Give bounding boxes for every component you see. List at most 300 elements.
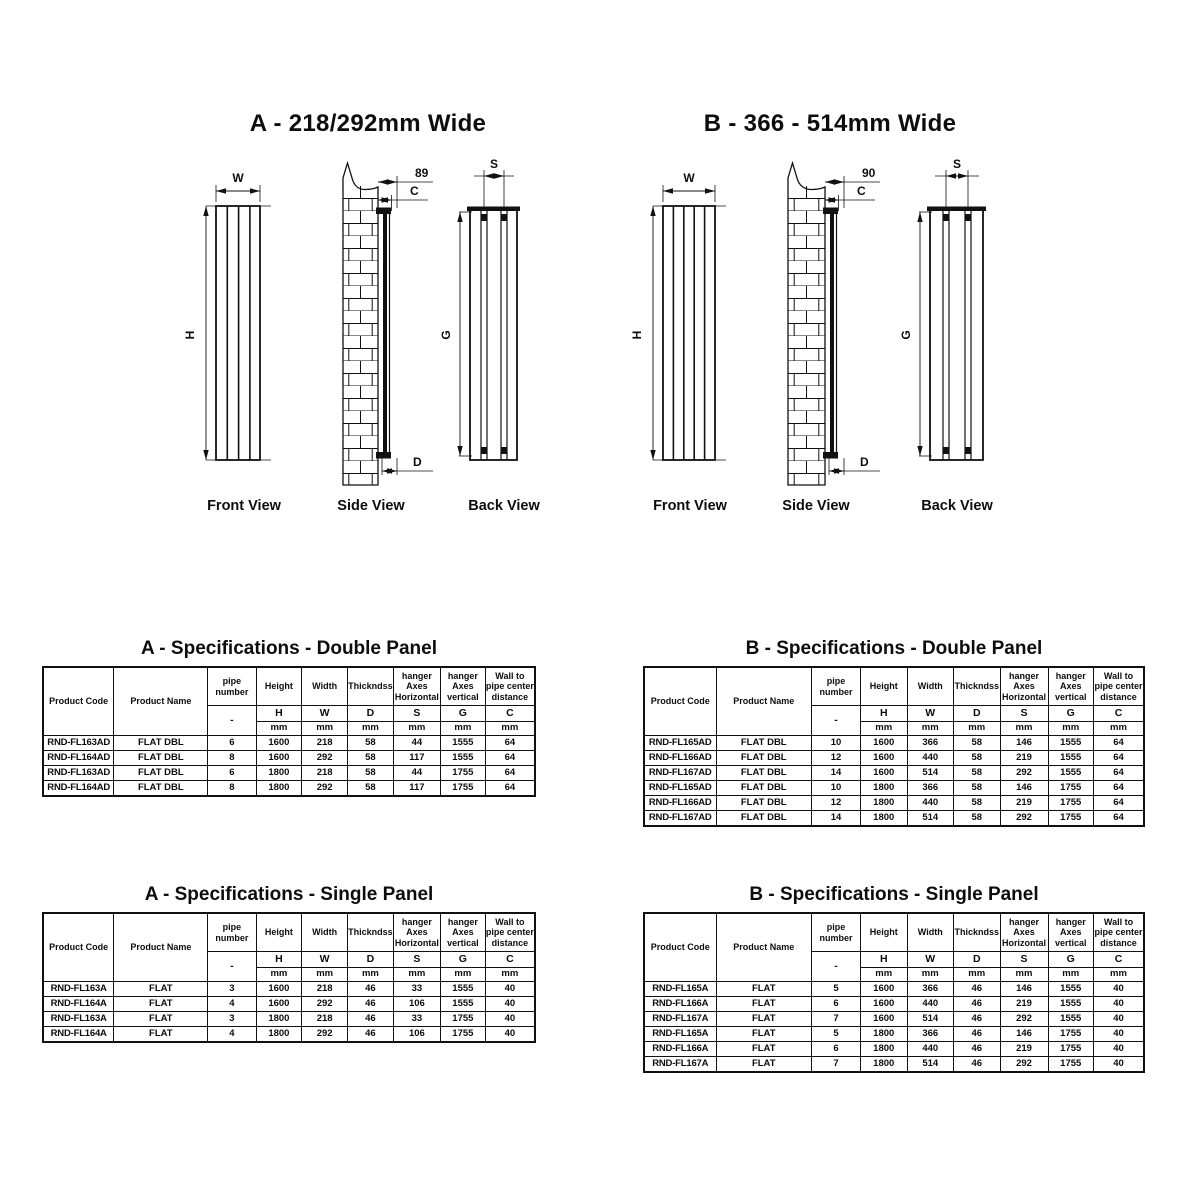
cell: 58 <box>348 766 394 781</box>
unit-header: mm <box>1048 968 1094 982</box>
cell: 46 <box>954 1057 1001 1073</box>
column-header: Product Code <box>43 667 114 736</box>
diagram-b <box>618 158 1058 518</box>
cell: 46 <box>954 982 1001 997</box>
cell: 1555 <box>440 736 485 751</box>
column-header: Wall to pipe center distance <box>1094 913 1145 952</box>
dim-label-h: H <box>183 330 197 340</box>
unit-header: mm <box>302 722 348 736</box>
cell: 46 <box>348 997 394 1012</box>
cell: RND-FL166A <box>644 997 716 1012</box>
dim-label-w: W <box>683 171 695 185</box>
unit-header: mm <box>907 968 954 982</box>
cell: 4 <box>208 997 256 1012</box>
side-view-label: Side View <box>337 498 405 514</box>
cell: 1755 <box>1048 796 1094 811</box>
symbol-header: C <box>485 952 535 968</box>
unit-header: mm <box>954 722 1001 736</box>
cell: 40 <box>1094 1012 1145 1027</box>
cell: FLAT <box>716 1012 812 1027</box>
column-header: Thickndss <box>348 913 394 952</box>
column-header: pipe number <box>812 667 861 706</box>
cell: 40 <box>1094 997 1145 1012</box>
cell: 4 <box>208 1027 256 1043</box>
cell: 440 <box>907 1042 954 1057</box>
cell: 106 <box>393 1027 440 1043</box>
unit-header: mm <box>485 722 535 736</box>
cell: 6 <box>812 1042 861 1057</box>
front-view-label: Front View <box>207 498 281 514</box>
cell: 1755 <box>1048 1042 1094 1057</box>
cell: 1800 <box>861 811 908 827</box>
column-header: hanger Axes vertical <box>1048 667 1094 706</box>
column-header: Wall to pipe center distance <box>485 667 535 706</box>
column-header: Width <box>907 913 954 952</box>
symbol-header: - <box>812 952 861 982</box>
cell: 219 <box>1000 796 1048 811</box>
table-row <box>43 736 535 751</box>
symbol-header: G <box>1048 952 1094 968</box>
cell: 1600 <box>256 751 302 766</box>
cell: 3 <box>208 982 256 997</box>
column-header: Height <box>861 913 908 952</box>
symbol-header: H <box>256 952 302 968</box>
cell: 40 <box>485 1012 535 1027</box>
cell: RND-FL164A <box>43 1027 114 1043</box>
table-row <box>644 1012 1144 1027</box>
cell: FLAT <box>716 997 812 1012</box>
cell: 440 <box>907 997 954 1012</box>
cell: RND-FL165A <box>644 1027 716 1042</box>
table-row <box>644 766 1144 781</box>
cell: 58 <box>348 781 394 797</box>
symbol-header: S <box>1000 706 1048 722</box>
cell: 44 <box>393 736 440 751</box>
column-header: hanger Axes vertical <box>440 913 485 952</box>
column-header: Width <box>907 667 954 706</box>
cell: 1600 <box>256 736 302 751</box>
unit-header: mm <box>302 968 348 982</box>
diagram-a-title: A - 218/292mm Wide <box>249 110 487 137</box>
cell: 10 <box>812 781 861 796</box>
cell: 46 <box>348 1027 394 1043</box>
cell: 440 <box>907 796 954 811</box>
unit-header: mm <box>393 968 440 982</box>
cell: 58 <box>954 766 1001 781</box>
cell: 10 <box>812 736 861 751</box>
back-view-drawing <box>459 170 520 460</box>
cell: 292 <box>1000 766 1048 781</box>
cell: 46 <box>348 1012 394 1027</box>
cell: FLAT DBL <box>114 781 208 797</box>
dim-label-wall-offset: 89 <box>415 166 429 180</box>
cell: RND-FL167A <box>644 1057 716 1073</box>
cell: 117 <box>393 781 440 797</box>
column-header: Product Name <box>114 667 208 736</box>
table-b-single-title: B - Specifications - Single Panel <box>749 884 1039 905</box>
cell: RND-FL163A <box>43 1012 114 1027</box>
cell: 218 <box>302 736 348 751</box>
cell: 46 <box>954 1012 1001 1027</box>
dim-label-g: G <box>899 330 913 340</box>
cell: 7 <box>812 1012 861 1027</box>
cell: 1800 <box>256 781 302 797</box>
column-header: pipe number <box>812 913 861 952</box>
cell: 1555 <box>1048 766 1094 781</box>
cell: RND-FL163A <box>43 982 114 997</box>
unit-header: mm <box>954 968 1001 982</box>
cell: FLAT <box>716 982 812 997</box>
table-row <box>644 1042 1144 1057</box>
cell: 8 <box>208 751 256 766</box>
cell: FLAT <box>114 997 208 1012</box>
cell: RND-FL165AD <box>644 781 716 796</box>
cell: 40 <box>1094 1027 1145 1042</box>
cell: 8 <box>208 781 256 797</box>
cell: 1555 <box>1048 736 1094 751</box>
cell: FLAT <box>114 1027 208 1043</box>
cell: 46 <box>954 1042 1001 1057</box>
front-view-label: Front View <box>653 498 727 514</box>
cell: 64 <box>485 751 535 766</box>
cell: FLAT DBL <box>114 766 208 781</box>
cell: 1600 <box>861 736 908 751</box>
symbol-header: H <box>861 706 908 722</box>
cell: 1800 <box>861 1027 908 1042</box>
table-row <box>43 1012 535 1027</box>
cell: 1800 <box>861 1057 908 1073</box>
table-row <box>644 796 1144 811</box>
column-header: Thickndss <box>954 913 1001 952</box>
front-view-drawing <box>653 185 726 460</box>
cell: 6 <box>812 997 861 1012</box>
cell: 1800 <box>861 781 908 796</box>
dim-label-d: D <box>413 455 422 469</box>
cell: 1755 <box>1048 811 1094 827</box>
column-header: pipe number <box>208 667 256 706</box>
unit-header: mm <box>348 722 394 736</box>
column-header: hanger Axes Horizontal <box>1000 913 1048 952</box>
cell: FLAT <box>716 1057 812 1073</box>
table-section-b-single <box>643 884 1145 1073</box>
column-header: Product Name <box>716 667 812 736</box>
symbol-header: C <box>1094 952 1145 968</box>
cell: 6 <box>208 736 256 751</box>
column-header: Product Code <box>644 667 716 736</box>
cell: 106 <box>393 997 440 1012</box>
cell: FLAT DBL <box>114 751 208 766</box>
cell: 40 <box>485 997 535 1012</box>
table-row <box>43 997 535 1012</box>
symbol-header: W <box>907 706 954 722</box>
unit-header: mm <box>907 722 954 736</box>
cell: FLAT DBL <box>716 781 812 796</box>
symbol-header: H <box>861 952 908 968</box>
cell: 1800 <box>256 766 302 781</box>
column-header: Thickndss <box>954 667 1001 706</box>
table-row <box>43 781 535 797</box>
cell: 40 <box>1094 982 1145 997</box>
symbol-header: G <box>1048 706 1094 722</box>
cell: FLAT DBL <box>716 811 812 827</box>
cell: 12 <box>812 751 861 766</box>
cell: 3 <box>208 1012 256 1027</box>
unit-header: mm <box>1094 968 1145 982</box>
back-view-drawing <box>919 170 986 460</box>
table-row <box>644 781 1144 796</box>
cell: 1600 <box>861 982 908 997</box>
symbol-header: G <box>440 706 485 722</box>
cell: 64 <box>1094 766 1145 781</box>
symbol-header: W <box>302 952 348 968</box>
symbol-header: C <box>485 706 535 722</box>
cell: 218 <box>302 982 348 997</box>
cell: 64 <box>1094 751 1145 766</box>
table-row <box>644 1027 1144 1042</box>
cell: 146 <box>1000 982 1048 997</box>
unit-header: mm <box>861 722 908 736</box>
cell: 64 <box>1094 736 1145 751</box>
column-header: Product Name <box>114 913 208 982</box>
table-section-b-double <box>643 638 1145 827</box>
cell: 1555 <box>440 997 485 1012</box>
cell: 514 <box>907 811 954 827</box>
table-row <box>644 982 1144 997</box>
cell: 366 <box>907 736 954 751</box>
cell: 1600 <box>861 1012 908 1027</box>
cell: 146 <box>1000 1027 1048 1042</box>
cell: 1755 <box>440 781 485 797</box>
column-header: Product Code <box>43 913 114 982</box>
symbol-header: D <box>348 952 394 968</box>
unit-header: mm <box>393 722 440 736</box>
column-header: Thickndss <box>348 667 394 706</box>
symbol-header: S <box>1000 952 1048 968</box>
symbol-header: - <box>208 706 256 736</box>
cell: 58 <box>348 736 394 751</box>
unit-header: mm <box>485 968 535 982</box>
cell: 1755 <box>1048 1027 1094 1042</box>
dim-label-s: S <box>489 158 499 171</box>
column-header: Wall to pipe center distance <box>1094 667 1145 706</box>
cell: RND-FL165AD <box>644 736 716 751</box>
cell: RND-FL164A <box>43 997 114 1012</box>
cell: 218 <box>302 1012 348 1027</box>
cell: 1555 <box>1048 982 1094 997</box>
column-header: Height <box>861 667 908 706</box>
spec-table-a-double <box>42 666 536 797</box>
cell: FLAT DBL <box>716 796 812 811</box>
cell: 514 <box>907 1012 954 1027</box>
column-header: hanger Axes Horizontal <box>393 667 440 706</box>
cell: FLAT <box>716 1027 812 1042</box>
cell: 40 <box>485 1027 535 1043</box>
table-row <box>43 1027 535 1043</box>
cell: 292 <box>302 997 348 1012</box>
cell: 64 <box>485 736 535 751</box>
unit-header: mm <box>256 722 302 736</box>
symbol-header: W <box>907 952 954 968</box>
cell: FLAT DBL <box>716 766 812 781</box>
spec-table-a-single <box>42 912 536 1043</box>
dim-label-g: G <box>439 330 453 340</box>
cell: 5 <box>812 1027 861 1042</box>
symbol-header: G <box>440 952 485 968</box>
cell: 292 <box>302 751 348 766</box>
cell: 33 <box>393 1012 440 1027</box>
column-header: Width <box>302 913 348 952</box>
cell: 64 <box>1094 781 1145 796</box>
cell: 366 <box>907 1027 954 1042</box>
table-row <box>43 982 535 997</box>
cell: 219 <box>1000 1042 1048 1057</box>
cell: 117 <box>393 751 440 766</box>
unit-header: mm <box>861 968 908 982</box>
cell: FLAT DBL <box>114 736 208 751</box>
cell: 46 <box>954 1027 1001 1042</box>
cell: 1755 <box>1048 1057 1094 1073</box>
cell: 6 <box>208 766 256 781</box>
cell: RND-FL167AD <box>644 811 716 827</box>
cell: 440 <box>907 751 954 766</box>
column-header: hanger Axes Horizontal <box>393 913 440 952</box>
column-header: Product Code <box>644 913 716 982</box>
front-view-drawing <box>206 185 271 460</box>
cell: 5 <box>812 982 861 997</box>
cell: 40 <box>485 982 535 997</box>
cell: 1600 <box>861 766 908 781</box>
cell: 1755 <box>440 766 485 781</box>
cell: RND-FL166AD <box>644 796 716 811</box>
cell: 218 <box>302 766 348 781</box>
column-header: Height <box>256 913 302 952</box>
cell: 1800 <box>861 1042 908 1057</box>
cell: RND-FL167AD <box>644 766 716 781</box>
table-row <box>43 766 535 781</box>
column-header: Product Name <box>716 913 812 982</box>
cell: 1555 <box>1048 997 1094 1012</box>
cell: 58 <box>954 781 1001 796</box>
cell: 1555 <box>440 982 485 997</box>
cell: 292 <box>1000 1057 1048 1073</box>
cell: 40 <box>1094 1057 1145 1073</box>
cell: 1800 <box>861 796 908 811</box>
column-header: Height <box>256 667 302 706</box>
cell: 46 <box>348 982 394 997</box>
cell: RND-FL165A <box>644 982 716 997</box>
unit-header: mm <box>440 968 485 982</box>
unit-header: mm <box>1000 968 1048 982</box>
table-row <box>644 811 1144 827</box>
cell: 64 <box>1094 811 1145 827</box>
cell: RND-FL163AD <box>43 736 114 751</box>
cell: 146 <box>1000 736 1048 751</box>
diagram-b-title: B - 366 - 514mm Wide <box>703 110 957 137</box>
cell: 58 <box>954 796 1001 811</box>
cell: 46 <box>954 997 1001 1012</box>
column-header: pipe number <box>208 913 256 952</box>
cell: 1555 <box>440 751 485 766</box>
cell: 1800 <box>256 1012 302 1027</box>
table-a-single-title: A - Specifications - Single Panel <box>144 884 434 905</box>
cell: 40 <box>1094 1042 1145 1057</box>
cell: 366 <box>907 982 954 997</box>
cell: 58 <box>954 751 1001 766</box>
cell: 1755 <box>440 1012 485 1027</box>
symbol-header: S <box>393 706 440 722</box>
column-header: hanger Axes vertical <box>440 667 485 706</box>
cell: 1555 <box>1048 1012 1094 1027</box>
dim-label-wall-offset: 90 <box>862 166 876 180</box>
column-header: Width <box>302 667 348 706</box>
cell: 1600 <box>256 997 302 1012</box>
cell: 58 <box>954 736 1001 751</box>
dim-label-d: D <box>860 455 869 469</box>
unit-header: mm <box>1000 722 1048 736</box>
unit-header: mm <box>256 968 302 982</box>
cell: RND-FL164AD <box>43 781 114 797</box>
symbol-header: - <box>812 706 861 736</box>
cell: 64 <box>485 766 535 781</box>
cell: FLAT <box>716 1042 812 1057</box>
cell: 292 <box>302 781 348 797</box>
symbol-header: - <box>208 952 256 982</box>
symbol-header: D <box>348 706 394 722</box>
back-view-label: Back View <box>921 498 993 514</box>
dim-label-c: C <box>410 184 419 198</box>
unit-header: mm <box>1094 722 1145 736</box>
back-view-label: Back View <box>468 498 540 514</box>
cell: 1555 <box>1048 751 1094 766</box>
table-row <box>644 736 1144 751</box>
cell: RND-FL166A <box>644 1042 716 1057</box>
table-section-a-single <box>42 884 536 1043</box>
table-row <box>644 997 1144 1012</box>
table-a-double-title: A - Specifications - Double Panel <box>141 638 437 659</box>
cell: RND-FL167A <box>644 1012 716 1027</box>
unit-header: mm <box>440 722 485 736</box>
cell: 58 <box>954 811 1001 827</box>
symbol-header: D <box>954 952 1001 968</box>
symbol-header: H <box>256 706 302 722</box>
table-row <box>644 751 1144 766</box>
column-header: hanger Axes vertical <box>1048 913 1094 952</box>
cell: 292 <box>1000 1012 1048 1027</box>
cell: 64 <box>1094 796 1145 811</box>
cell: 514 <box>907 766 954 781</box>
table-row <box>43 751 535 766</box>
cell: FLAT <box>114 1012 208 1027</box>
cell: 7 <box>812 1057 861 1073</box>
cell: RND-FL164AD <box>43 751 114 766</box>
symbol-header: D <box>954 706 1001 722</box>
cell: 1600 <box>861 751 908 766</box>
cell: 219 <box>1000 997 1048 1012</box>
side-view-drawing <box>343 163 433 485</box>
cell: FLAT DBL <box>716 751 812 766</box>
cell: 146 <box>1000 781 1048 796</box>
table-row <box>644 1057 1144 1073</box>
spec-table-b-double <box>643 666 1145 827</box>
column-header: Wall to pipe center distance <box>485 913 535 952</box>
cell: 44 <box>393 766 440 781</box>
cell: 33 <box>393 982 440 997</box>
spec-table-b-single <box>643 912 1145 1073</box>
cell: 14 <box>812 811 861 827</box>
cell: 1600 <box>861 997 908 1012</box>
cell: 366 <box>907 781 954 796</box>
dim-label-w: W <box>232 171 244 185</box>
